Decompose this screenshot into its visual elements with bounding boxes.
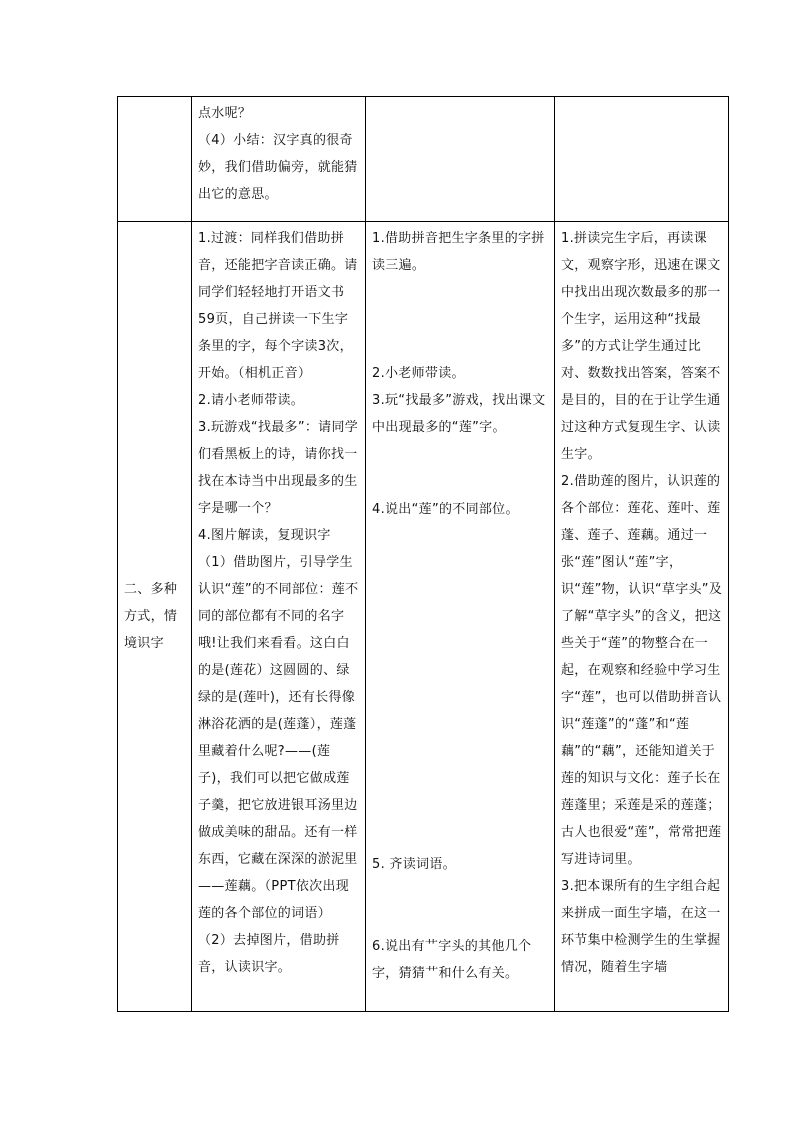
paragraph: （4）小结：汉字真的很奇妙，我们借助偏旁，就能猜出它的意思。 [198,133,358,202]
spacer [372,441,549,496]
paragraph: 3.玩游戏“找最多”：请同学们看黑板上的诗，请你找一找在本诗当中出现最多的生字是哪一个？ [198,420,359,516]
spacer [372,279,549,360]
table-row [118,97,729,222]
teacher-activity-cell [192,97,366,222]
student-activity-cell [366,97,555,222]
teacher-activity-cell [192,222,366,1012]
design-intent-cell [555,97,729,222]
stage-cell [118,222,192,1012]
paragraph: 5. 齐读词语。 [372,857,456,872]
paragraph: 6.说出有艹字头的其他几个字，猜猜艹和什么有关。 [372,939,532,981]
paragraph: 2.借助莲的图片，认识莲的各个部位：莲花、莲叶、莲蓬、莲子、莲藕。通过一张“莲”图认“莲”字，识“莲”物，认识“草字头”及了解“草字头”的含义，把这些关于“莲”的物整合在一起，在观察和经验中学习生字“莲”，也可以借助拼音认识“莲蓬”的“蓬”和“莲藕”的“藕”，还能知道关于莲的知识与文化：莲子长在莲蓬里；采莲是采的莲蓬；古人也很爱“莲”，常常把莲写进诗词里。 [561,474,723,867]
paragraph: （2）去掉图片，借助拼音，认读识字。 [198,933,340,975]
paragraph: 2.请小老师带读。 [198,393,305,408]
spacer [372,523,549,851]
paragraph: 4.说出“莲”的不同部位。 [372,502,519,517]
design-intent-cell [555,222,729,1012]
paragraph: 1.借助拼音把生字条里的字拼读三遍。 [372,231,545,273]
paragraph: 3.把本课所有的生字组合起来拼成一面生字墙，在这一环节集中检测学生的生掌握情况，随着生字墙 [561,879,721,975]
paragraph: 4.图片解读，复现识字 [198,528,331,543]
stage-title: 二、多种方式，情境识字 [124,582,178,651]
student-activity-cell [366,222,555,1012]
paragraph: 3.玩“找最多”游戏，找出课文中出现最多的“莲”字。 [372,393,546,435]
paragraph: （1）借助图片，引导学生认识“莲”的不同部位：莲不同的部位都有不同的名字哦!让我们来看看。这白白的是(莲花）这圆圆的、绿绿的是(莲叶)，还有长得像淋浴花洒的是(莲蓬），莲蓬里藏着什么呢?——(莲子)，我们可以把它做成莲子羹，把它放进银耳汤里边做成美味的甜品。还有一样东西，它藏在深深的淤泥里——莲藕。（PPT依次出现莲的各个部位的词语） [198,555,359,921]
spacer [372,878,549,933]
paragraph: 点水呢？ [198,106,252,121]
paragraph: 1.拼读完生字后，再读课文，观察字形，迅速在课文中找出出现次数最多的那一个生字，运用这种“找最多”的方式让学生通过比对、数数找出答案，答案不是目的，目的在于让学生通过这种方式复现生字、认读生字。 [561,231,721,462]
paragraph: 1.过渡：同样我们借助拼音，还能把字音读正确。请同学们轻轻地打开语文书59页，自己拼读一下生字条里的字，每个字读3次，开始。（相机正音） [198,231,358,381]
stage-cell [118,97,192,222]
paragraph: 2.小老师带读。 [372,366,465,381]
table-row [118,222,729,1012]
lesson-plan-table [117,96,729,1012]
